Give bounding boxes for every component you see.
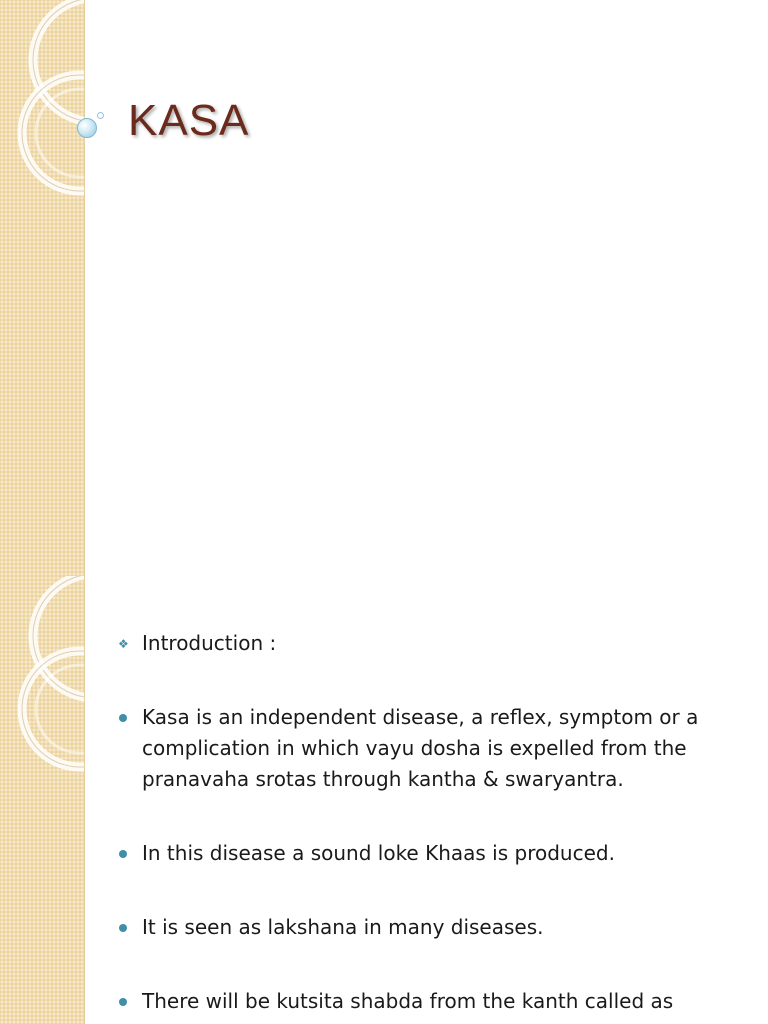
bubble-icon (77, 118, 97, 138)
round-bullet-icon (118, 702, 136, 733)
slide-body (118, 628, 738, 1017)
list-item-text: It is seen as lakshana in many diseases. (142, 915, 544, 939)
round-bullet-icon (118, 986, 136, 1017)
list-item-text: In this disease a sound loke Khaas is produced. (142, 841, 615, 865)
decorative-sidebar (0, 576, 85, 1024)
list-item (118, 912, 738, 943)
list-item (118, 986, 738, 1017)
slide-content (0, 576, 768, 1024)
list-item-text: There will be kutsita shabda from the kanth called as (142, 989, 674, 1013)
ring-ornament-icon (0, 576, 84, 1024)
slide-title-text: KASA (128, 96, 250, 145)
list-item-text: Kasa is an independent disease, a reflex, symptom or a complication in which vayu dosha is expelled from the pranavaha srotas through kantha & swaryantra. (142, 705, 699, 791)
round-bullet-icon (118, 912, 136, 943)
small-bubble-icon (97, 112, 104, 119)
list-item (118, 838, 738, 869)
intro-heading-text: Introduction : (142, 631, 277, 655)
ring-ornament-icon (0, 0, 84, 576)
intro-heading (118, 628, 738, 659)
round-bullet-icon (118, 838, 136, 869)
decorative-sidebar (0, 0, 85, 576)
list-item (118, 702, 738, 795)
four-diamond-bullet-icon: ❖ (118, 636, 129, 651)
